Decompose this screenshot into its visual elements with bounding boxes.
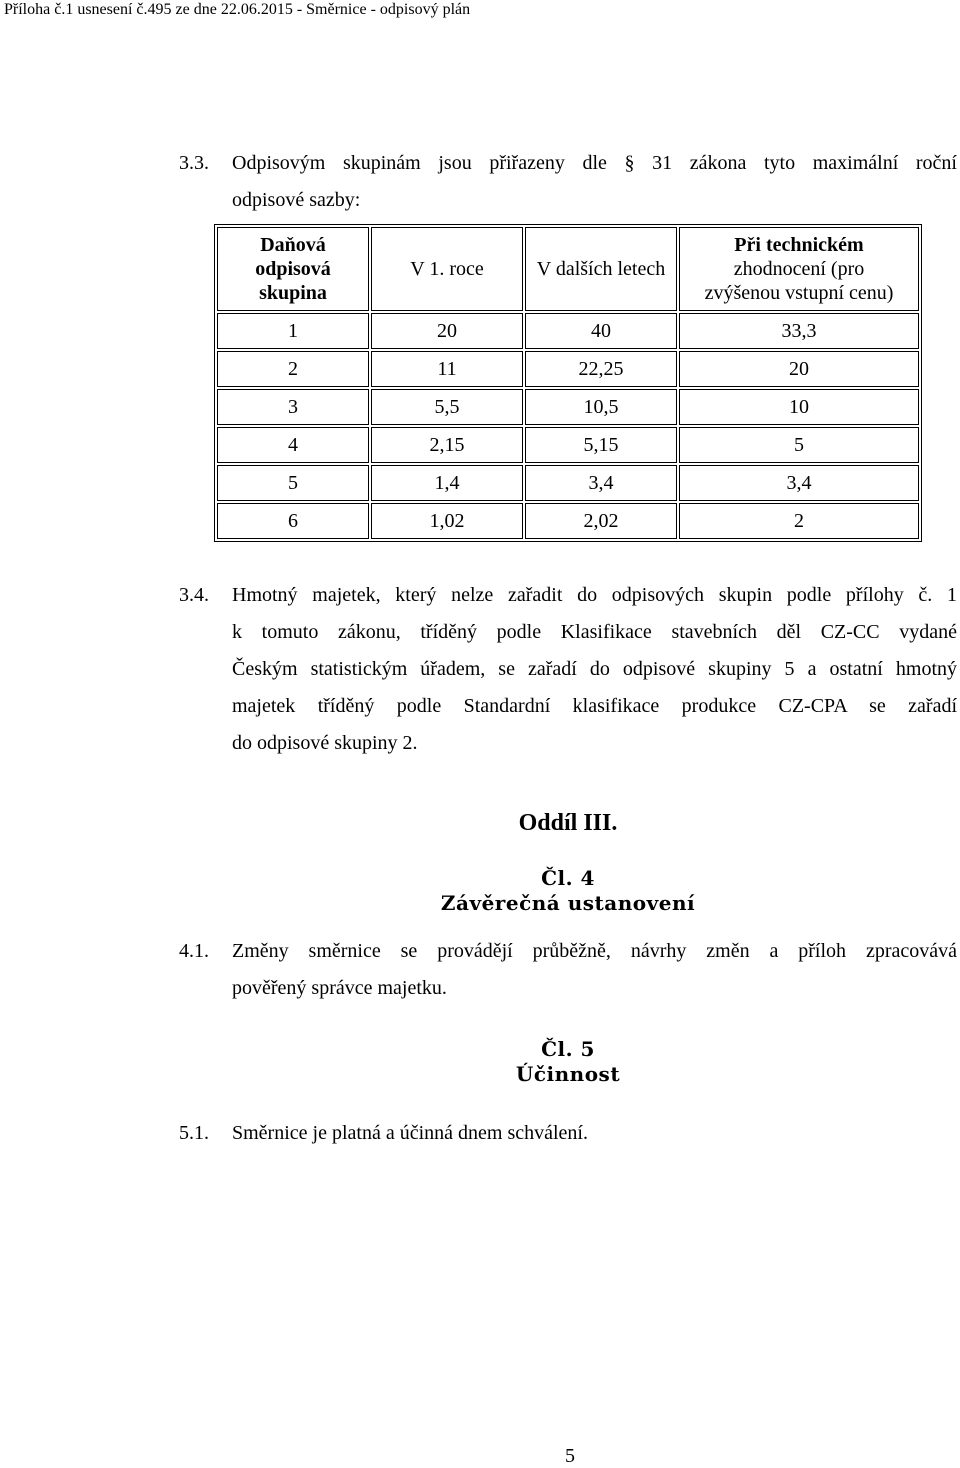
table-cell: 4	[217, 427, 369, 463]
table-cell: 2,15	[371, 427, 523, 463]
paragraph-3-3	[179, 145, 957, 219]
document-header: Příloha č.1 usnesení č.495 ze dne 22.06.2015 - Směrnice - odpisový plán	[4, 1, 471, 18]
table-cell: 1,4	[371, 465, 523, 501]
table-cell: 40	[525, 313, 677, 349]
table-cell: 22,25	[525, 351, 677, 387]
table-cell: 20	[679, 351, 919, 387]
table-cell: 6	[217, 503, 369, 539]
paragraph-line: Odpisovým skupinám jsou přiřazeny dle § 31 zákona tyto maximální roční	[232, 152, 957, 174]
table-row	[217, 351, 919, 387]
header-group: Daňová odpisová skupina	[217, 227, 369, 311]
table-cell: 20	[371, 313, 523, 349]
paragraph-line: Směrnice je platná a účinná dnem schválení.	[232, 1122, 588, 1144]
paragraph-line: do odpisové skupiny 2.	[232, 732, 418, 754]
table-cell: 5,5	[371, 389, 523, 425]
table-cell: 2,02	[525, 503, 677, 539]
article-number: Čl. 5	[541, 1037, 595, 1061]
table-cell: 11	[371, 351, 523, 387]
table-cell: 2	[217, 351, 369, 387]
table-cell: 5	[679, 427, 919, 463]
table-cell: 10	[679, 389, 919, 425]
paragraph-line: k tomuto zákonu, tříděný podle Klasifikace stavebních děl CZ-CC vydané	[232, 621, 957, 643]
table-cell: 3,4	[525, 465, 677, 501]
table-cell: 5,15	[525, 427, 677, 463]
table-cell: 2	[679, 503, 919, 539]
page-number: 5	[565, 1445, 575, 1467]
depreciation-rates-table	[214, 224, 922, 542]
paragraph-number: 5.1.	[179, 1122, 209, 1144]
table-row	[217, 313, 919, 349]
article-number: Čl. 4	[541, 866, 595, 890]
paragraph-4-1	[179, 933, 957, 1007]
table-header-row	[217, 227, 919, 311]
article-title: Závěrečná ustanovení	[440, 891, 696, 915]
paragraph-line: pověřený správce majetku.	[232, 977, 447, 999]
table-cell: 33,3	[679, 313, 919, 349]
article-title: Účinnost	[515, 1062, 621, 1086]
paragraph-line: Českým statistickým úřadem, se zařadí do odpisové skupiny 5 a ostatní hmotný	[232, 658, 957, 680]
table-row	[217, 503, 919, 539]
paragraph-line: odpisové sazby:	[232, 189, 361, 211]
paragraph-line: majetek tříděný podle Standardní klasifikace produkce CZ-CPA se zařadí	[232, 695, 957, 717]
paragraph-line: Hmotný majetek, který nelze zařadit do odpisových skupin podle přílohy č. 1	[232, 584, 957, 606]
paragraph-number: 3.4.	[179, 584, 209, 606]
header-next-years: V dalších letech	[525, 227, 677, 311]
paragraph-5-1	[179, 1115, 957, 1152]
table-cell: 1	[217, 313, 369, 349]
paragraph-3-4	[179, 577, 957, 762]
table-row	[217, 427, 919, 463]
table-cell: 3,4	[679, 465, 919, 501]
table-row	[217, 465, 919, 501]
paragraph-line: Změny směrnice se provádějí průběžně, návrhy změn a příloh zpracovává	[232, 940, 957, 962]
paragraph-number: 3.3.	[179, 152, 209, 174]
table-cell: 1,02	[371, 503, 523, 539]
table-cell: 3	[217, 389, 369, 425]
header-first-year: V 1. roce	[371, 227, 523, 311]
table-cell: 5	[217, 465, 369, 501]
table-cell: 10,5	[525, 389, 677, 425]
paragraph-number: 4.1.	[179, 940, 209, 962]
section-title: Oddíl III.	[518, 810, 618, 836]
table-row	[217, 389, 919, 425]
header-technical-improvement: Při technickém zhodnocení (pro zvýšenou vstupní cenu)	[679, 227, 919, 311]
